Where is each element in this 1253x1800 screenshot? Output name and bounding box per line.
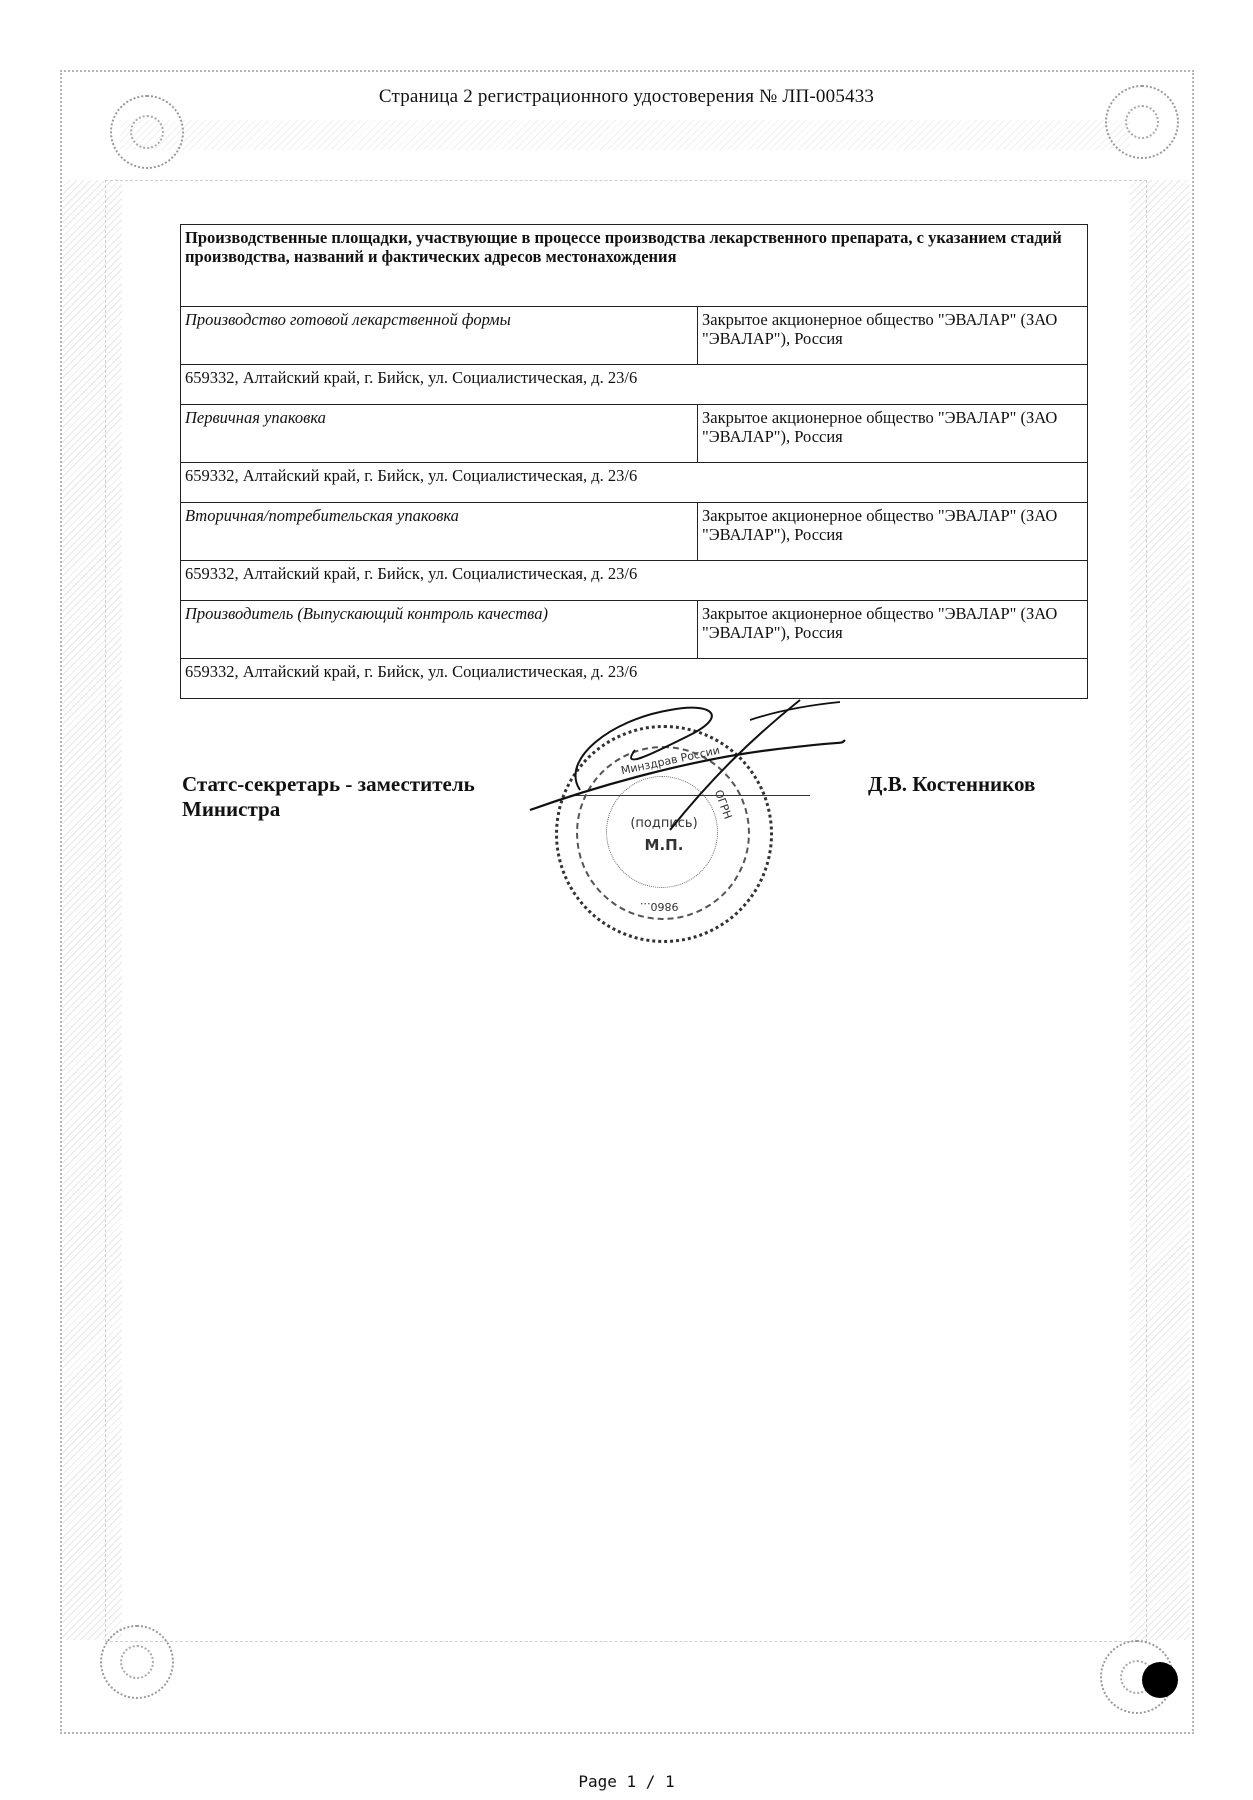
table-row <box>181 307 1088 365</box>
signatory-position <box>182 772 475 822</box>
seal-podpis-text: (подпись) <box>630 816 698 831</box>
company-cell: Закрытое акционерное общество "ЭВАЛАР" (ЗАО "ЭВАЛАР"), Россия <box>698 307 1088 365</box>
page-header: Страница 2 регистрационного удостоверения № ЛП-005433 <box>378 86 875 107</box>
signatory-name: Д.В. Костенников <box>868 772 1036 796</box>
address-cell: 659332, Алтайский край, г. Бийск, ул. Социалистическая, д. 23/6 <box>181 463 1088 503</box>
table-row <box>181 601 1088 659</box>
table-row <box>181 405 1088 463</box>
production-sites-table <box>180 224 1088 699</box>
company-cell: Закрытое акционерное общество "ЭВАЛАР" (ЗАО "ЭВАЛАР"), Россия <box>698 601 1088 659</box>
company-cell: Закрытое акционерное общество "ЭВАЛАР" (ЗАО "ЭВАЛАР"), Россия <box>698 503 1088 561</box>
seal-mp-text: М.П. <box>644 836 684 854</box>
seal-side-text: ОГРН <box>711 788 735 821</box>
address-cell: 659332, Алтайский край, г. Бийск, ул. Социалистическая, д. 23/6 <box>181 365 1088 405</box>
handwritten-signature-icon <box>520 690 850 840</box>
table-row <box>181 463 1088 503</box>
position-line-1: Статс-секретарь - заместитель <box>182 772 475 796</box>
company-cell: Закрытое акционерное общество "ЭВАЛАР" (ЗАО "ЭВАЛАР"), Россия <box>698 405 1088 463</box>
ink-blot <box>1142 1662 1178 1698</box>
table-row <box>181 365 1088 405</box>
corner-rosette-bottom-left <box>100 1625 174 1699</box>
table-row <box>181 503 1088 561</box>
table-title: Производственные площадки, участвующие в процессе производства лекарственного препарата, с указанием стадий производства, названий и фактических адресов местонахождения <box>181 225 1088 307</box>
stage-cell: Производство готовой лекарственной формы <box>181 307 698 365</box>
table-row <box>181 561 1088 601</box>
page-footer: Page 1 / 1 <box>578 1772 675 1791</box>
seal-top-text: Минздрав России <box>619 743 722 778</box>
stage-cell: Вторичная/потребительская упаковка <box>181 503 698 561</box>
stage-cell: Производитель (Выпускающий контроль качества) <box>181 601 698 659</box>
position-line-2: Министра <box>182 797 281 821</box>
stage-cell: Первичная упаковка <box>181 405 698 463</box>
address-cell: 659332, Алтайский край, г. Бийск, ул. Социалистическая, д. 23/6 <box>181 659 1088 699</box>
seal-bottom-text: 9860... <box>640 900 679 913</box>
address-cell: 659332, Алтайский край, г. Бийск, ул. Социалистическая, д. 23/6 <box>181 561 1088 601</box>
